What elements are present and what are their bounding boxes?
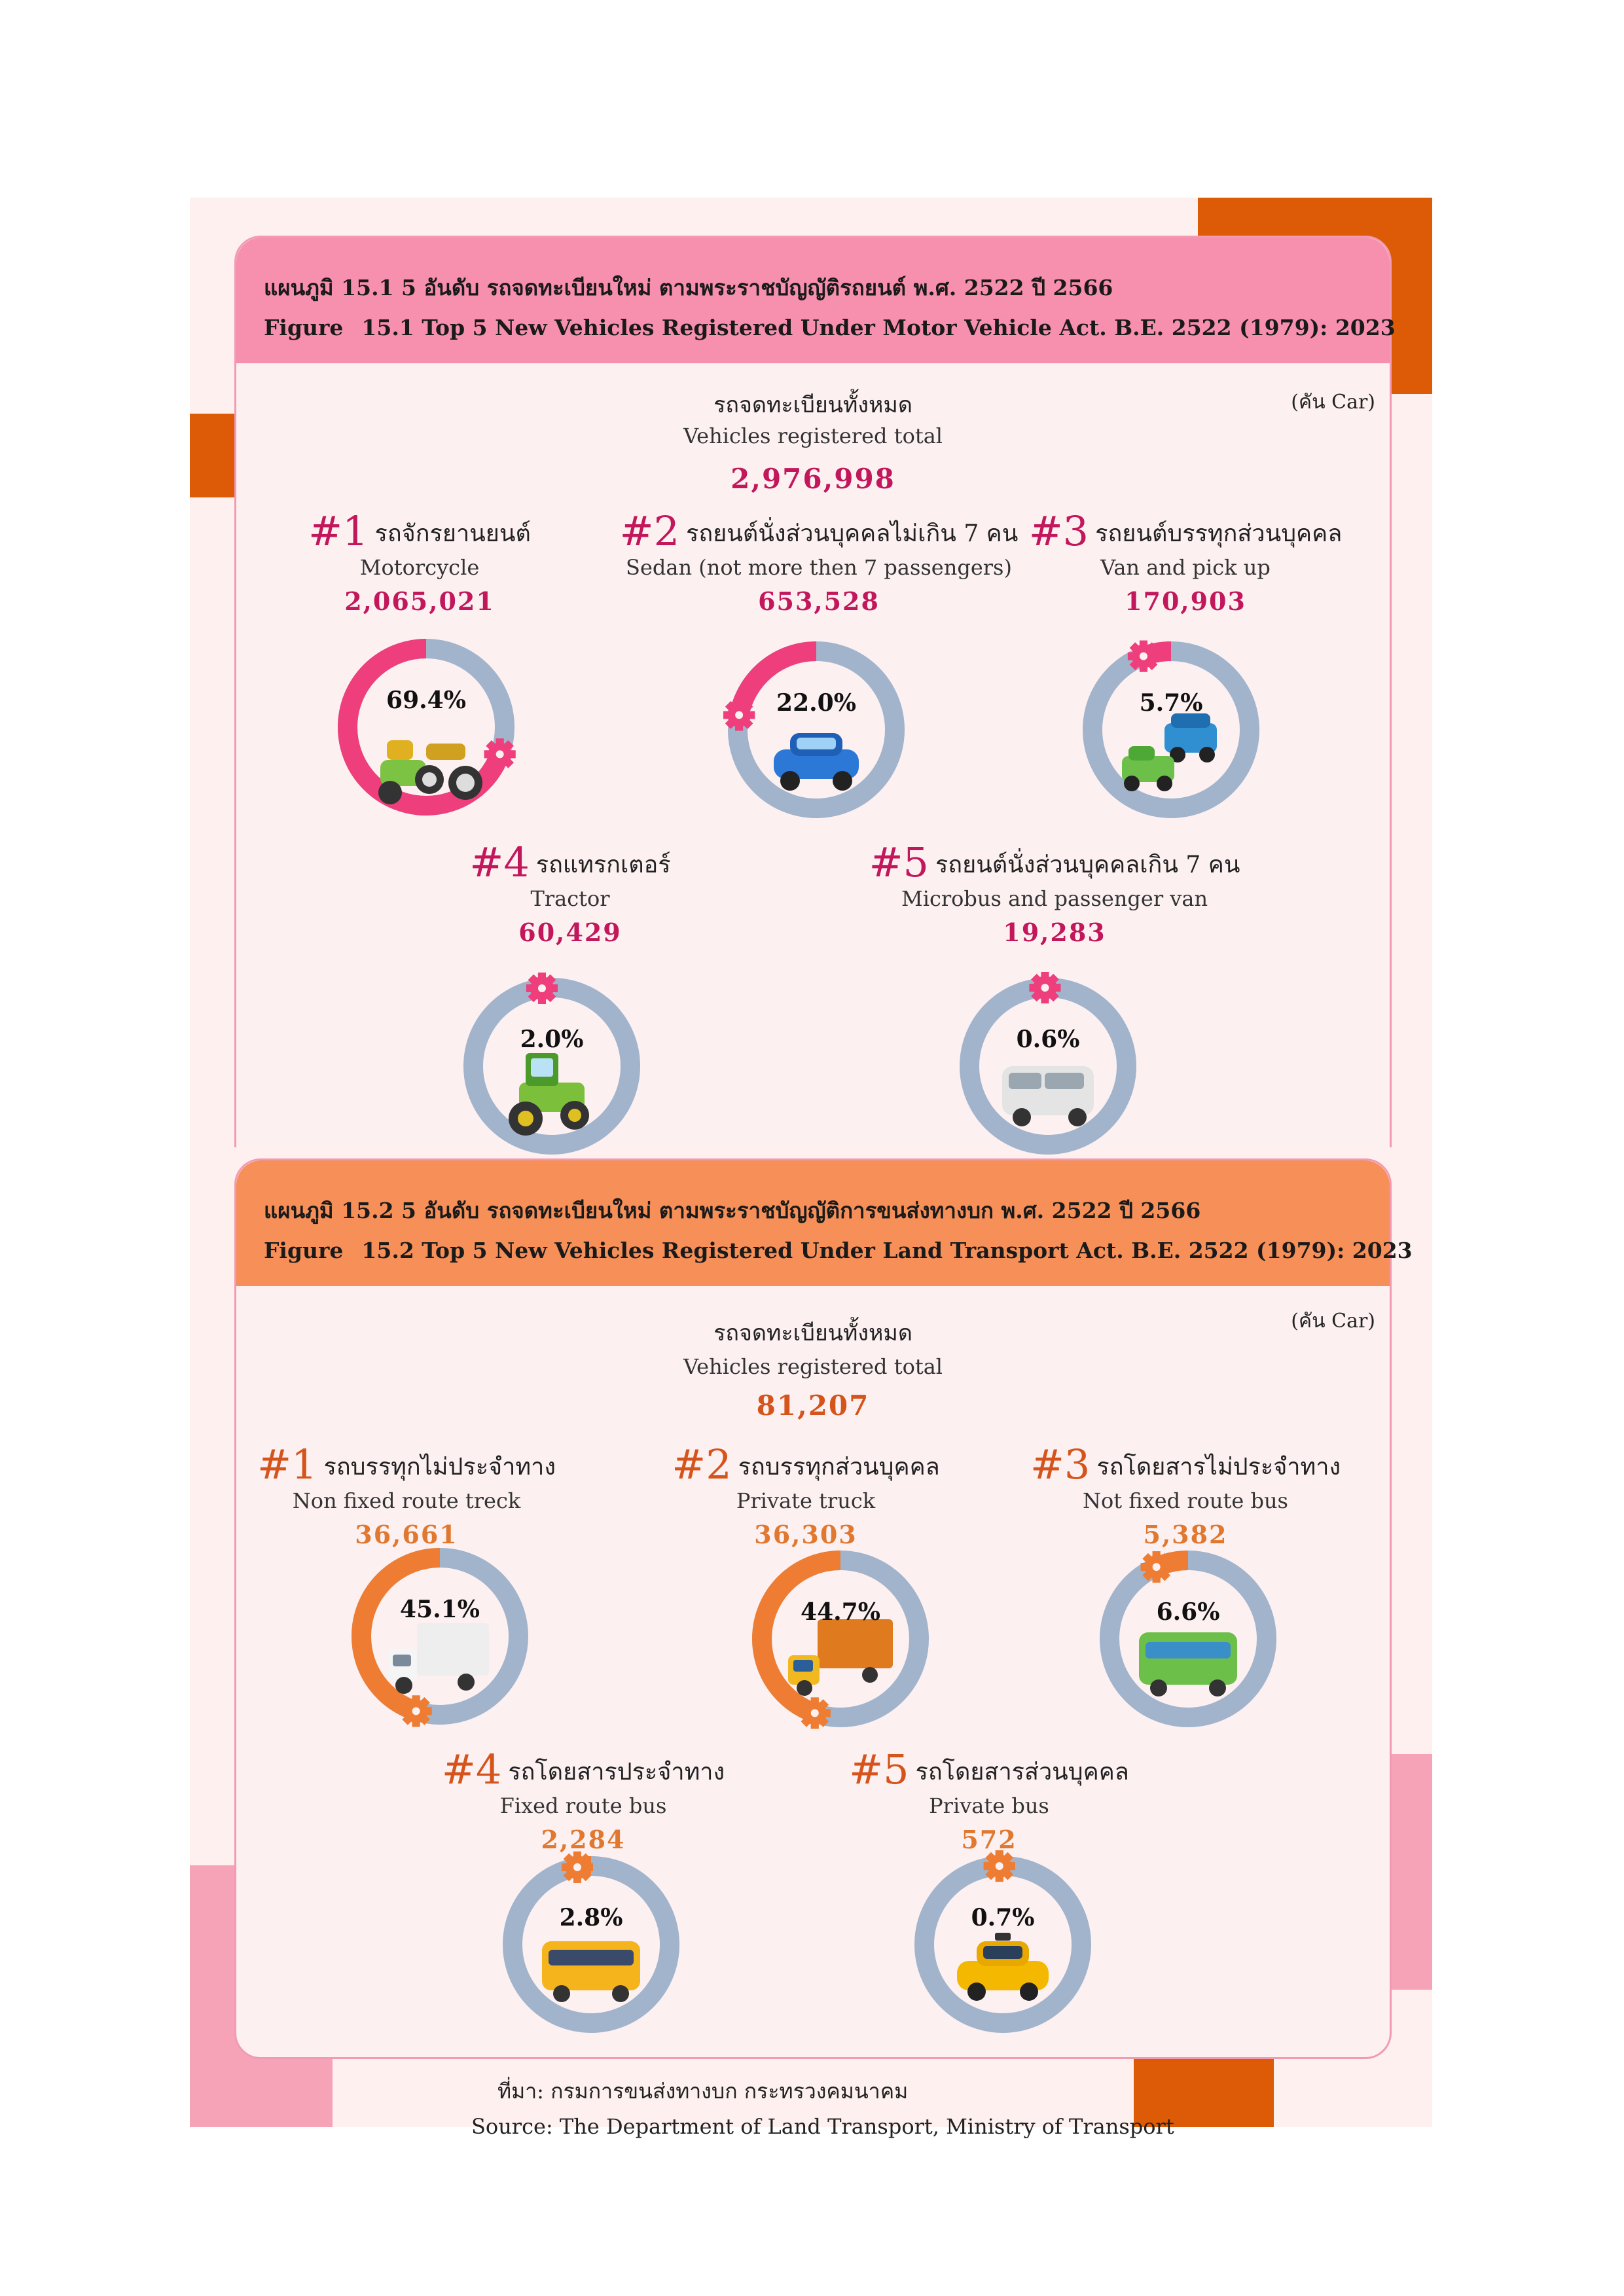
gear-icon: [1128, 641, 1159, 672]
vehicle-name-en: Private bus: [929, 1793, 1049, 1818]
total-label-th: รถจดทะเบียนทั้งหมด: [713, 392, 912, 418]
figure-15-1-title-en: Figure 15.1 Top 5 New Vehicles Registered Under Motor Vehicle Act. B.E. 2522 (1979): 2023: [264, 315, 1396, 340]
rank-number: #2: [619, 507, 680, 555]
percent-label: 44.7%: [801, 1598, 880, 1626]
vehicle-name-en: Not fixed route bus: [1083, 1488, 1288, 1513]
vehicle-count: 19,283: [1003, 918, 1106, 947]
rank-number: #1: [257, 1441, 317, 1488]
gear-icon: [484, 738, 516, 770]
gear-icon: [799, 1697, 831, 1729]
percent-label: 0.6%: [1016, 1026, 1080, 1053]
donut-chart: [361, 1558, 518, 1727]
donut-chart: [348, 649, 516, 806]
orange-side-block: [190, 414, 234, 497]
figure-15-1-panel: [234, 236, 1396, 1147]
sedan-icon: [774, 733, 859, 791]
total-label-en: Vehicles registered total: [683, 1354, 943, 1379]
rank-number: #5: [869, 838, 929, 886]
vehicle-name-th: รถบรรทุกส่วนบุคคล: [738, 1454, 940, 1480]
total-label-en: Vehicles registered total: [683, 423, 943, 448]
pink-side-block: [1388, 1754, 1432, 1990]
donut-chart: [513, 1852, 670, 2023]
source-th: ที่มา: กรมการขนส่งทางบก กระทรวงคมนาคม: [497, 2079, 909, 2104]
rank-number: #1: [308, 507, 369, 555]
figure-15-2-title-th: แผนภูมิ 15.2 5 อันดับ รถจดทะเบียนใหม่ ตามพระราชบัญญัติการขนส่งทางบก พ.ศ. 2522 ปี 2566: [264, 1198, 1201, 1223]
vehicle-name-th: รถโดยสารประจำทาง: [508, 1759, 725, 1785]
percent-label: 5.7%: [1139, 689, 1203, 717]
percent-label: 2.8%: [559, 1904, 623, 1931]
vehicle-item-label: [819, 1746, 1159, 1854]
donut-chart: [924, 1850, 1081, 2023]
rank-number: #5: [849, 1746, 909, 1793]
percent-label: 22.0%: [776, 689, 856, 717]
vehicle-count: 5,382: [1143, 1520, 1228, 1549]
vehicle-count: 2,284: [541, 1825, 626, 1854]
figure-15-1-title-th: แผนภูมิ 15.1 5 อันดับ รถจดทะเบียนใหม่ ตามพระราชบัญญัติรถยนต์ พ.ศ. 2522 ปี 2566: [264, 275, 1113, 300]
tractor-icon: [509, 1053, 589, 1136]
percent-label: 69.4%: [386, 687, 466, 714]
rank-number: #4: [469, 838, 530, 886]
donut-chart: [723, 651, 895, 808]
vehicle-item-label: [1002, 507, 1369, 616]
vehicle-name-th: รถแทรกเตอร์: [535, 852, 671, 878]
percent-label: 6.6%: [1156, 1598, 1220, 1626]
vehicle-name-th: รถจักรยานยนต์: [374, 520, 531, 547]
vehicle-name-th: รถโดยสารไม่ประจำทาง: [1096, 1454, 1341, 1480]
gear-icon: [526, 973, 558, 1004]
vehicle-name-en: Sedan (not more then 7 passengers): [626, 555, 1012, 580]
green-bus-icon: [1139, 1632, 1237, 1696]
percent-label: 2.0%: [520, 1026, 584, 1053]
microbus-icon: [1002, 1066, 1094, 1126]
vehicle-name-th: รถยนต์นั่งส่วนบุคคลไม่เกิน 7 คน: [686, 520, 1019, 547]
rank-number: #3: [1028, 507, 1089, 555]
percent-label: 45.1%: [400, 1596, 480, 1623]
vehicle-item-label: [1009, 1441, 1362, 1549]
vehicle-count: 2,065,021: [344, 586, 495, 616]
yellow-bus-icon: [542, 1941, 640, 2002]
gear-icon: [562, 1852, 593, 1883]
source-en: Source: The Department of Land Transport, Ministry of Transport: [471, 2114, 1174, 2139]
total-value: 2,976,998: [731, 463, 895, 495]
total-value: 81,207: [756, 1390, 870, 1422]
vehicle-name-en: Private truck: [736, 1488, 876, 1513]
vehicle-name-th: รถโดยสารส่วนบุคคล: [915, 1759, 1129, 1785]
donut-chart: [1092, 641, 1250, 808]
rank-number: #4: [441, 1746, 502, 1793]
vehicle-name-en: Tractor: [530, 886, 610, 911]
percent-label: 0.7%: [971, 1904, 1035, 1931]
donut-chart: [762, 1560, 919, 1729]
vehicle-name-en: Fixed route bus: [499, 1793, 667, 1818]
vehicle-name-th: รถยนต์บรรทุกส่วนบุคคล: [1095, 520, 1343, 547]
vehicle-item-label: [236, 1441, 577, 1549]
unit-label: (คัน Car): [1291, 391, 1375, 414]
total-label-th: รถจดทะเบียนทั้งหมด: [713, 1320, 912, 1346]
vehicle-count: 36,303: [754, 1520, 857, 1549]
vehicle-item-label: [812, 838, 1297, 947]
vehicle-item-label: [413, 1746, 753, 1854]
figure-15-2-panel: [234, 1158, 1413, 2059]
vehicle-count: 653,528: [758, 586, 880, 616]
vehicle-name-en: Van and pick up: [1100, 555, 1271, 580]
gear-icon: [401, 1695, 432, 1727]
gear-icon: [1029, 972, 1060, 1003]
donut-chart: [473, 973, 630, 1145]
vehicle-item-label: [387, 838, 753, 947]
van-pickup-icon: [1122, 713, 1217, 791]
vehicle-count: 36,661: [355, 1520, 458, 1549]
vehicle-name-th: รถบรรทุกไม่ประจำทาง: [323, 1454, 556, 1480]
donut-chart: [969, 972, 1127, 1145]
vehicle-item-label: [564, 507, 1074, 616]
cargo-truck-icon: [788, 1619, 893, 1696]
gear-icon: [1141, 1551, 1172, 1583]
vehicle-name-th: รถยนต์นั่งส่วนบุคคลเกิน 7 คน: [935, 852, 1240, 878]
vehicle-item-label: [642, 1441, 969, 1549]
gear-icon: [723, 700, 755, 731]
vehicle-count: 572: [961, 1825, 1017, 1854]
vehicle-count: 170,903: [1125, 586, 1246, 616]
rank-number: #3: [1030, 1441, 1091, 1488]
unit-label: (คัน Car): [1291, 1310, 1375, 1333]
rank-number: #2: [672, 1441, 732, 1488]
motorcycle-icon: [378, 740, 482, 804]
vehicle-name-en: Microbus and passenger van: [901, 886, 1208, 911]
vehicle-item-label: [236, 507, 603, 616]
donut-chart: [1110, 1551, 1267, 1717]
vehicle-name-en: Motorcycle: [359, 555, 480, 580]
vehicle-name-en: Non fixed route treck: [292, 1488, 521, 1513]
gear-icon: [984, 1850, 1015, 1882]
white-truck-icon: [388, 1623, 489, 1694]
figure-15-2-title-en: Figure 15.2 Top 5 New Vehicles Registered Under Land Transport Act. B.E. 2522 (1979): 2023: [264, 1238, 1413, 1263]
taxi-icon: [957, 1933, 1049, 2001]
vehicle-count: 60,429: [518, 918, 622, 947]
